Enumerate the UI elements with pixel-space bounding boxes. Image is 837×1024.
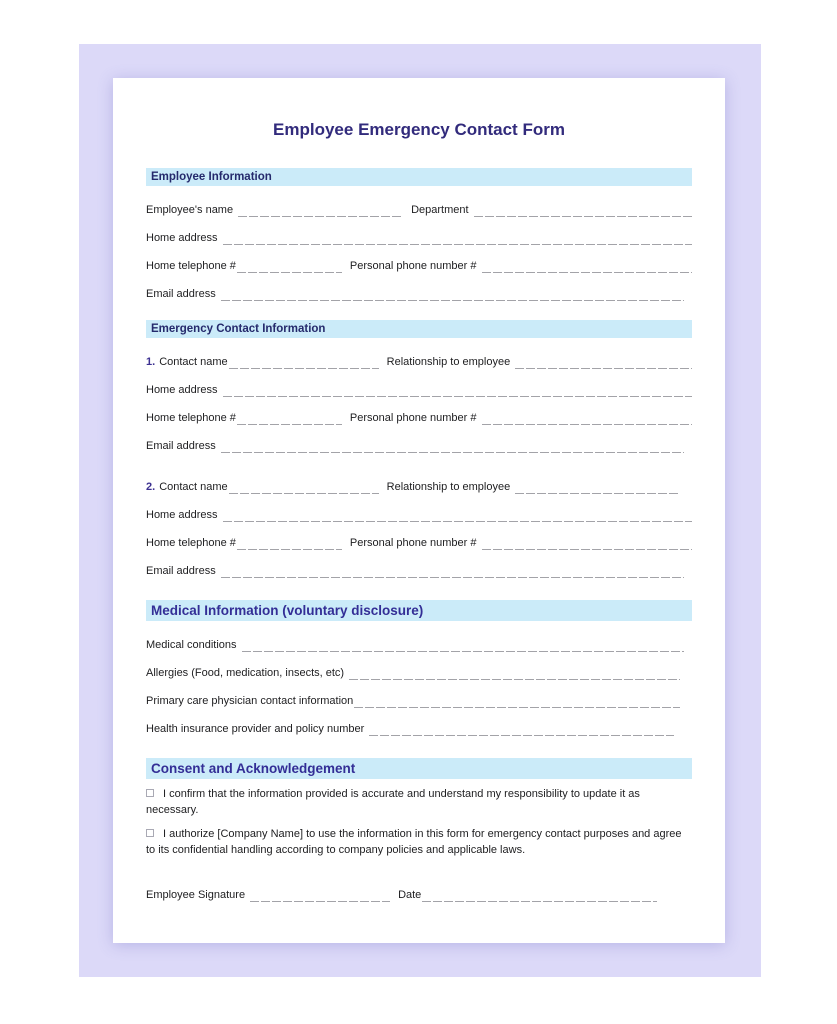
contact2-name-label: Contact name [159,481,228,493]
field-row-contact1-email [146,425,692,453]
allergies-field-line[interactable] [349,676,680,680]
consent-statement-1 [146,786,692,818]
medical-info-fields [146,624,692,736]
contact1-home-address-field-line[interactable] [223,393,692,397]
field-row-email [146,273,692,301]
contact1-relationship-field-line[interactable] [515,365,692,369]
home-telephone-label: Home telephone # [146,260,236,272]
field-row-contact1-name-relationship [146,341,692,369]
contact2-email-label: Email address [146,565,216,577]
medical-conditions-label: Medical conditions [146,639,237,651]
section-header-employee-information: Employee Information [146,168,692,186]
field-row-allergies [146,652,692,680]
contact2-home-address-field-line[interactable] [223,518,692,522]
field-row-name-department [146,189,692,217]
contact2-relationship-field-line[interactable] [515,490,680,494]
contact1-home-telephone-field-line[interactable] [237,421,342,425]
field-row-signature-date [146,874,692,902]
home-address-label: Home address [146,232,218,244]
employee-signature-field-line[interactable] [250,898,390,902]
primary-care-physician-label: Primary care physician contact information [146,695,354,707]
personal-phone-field-line[interactable] [482,269,693,273]
contact1-home-address-label: Home address [146,384,218,396]
field-row-insurance [146,708,692,736]
contact1-name-label: Contact name [159,356,228,368]
email-address-field-line[interactable] [221,297,684,301]
contact1-email-field-line[interactable] [221,449,684,453]
lavender-background-panel [79,44,761,977]
consent-statement-2-text: I authorize [Company Name] to use the information in this form for emergency contact purposes and agree to its confidential handling according to company policies and applicable laws. [146,828,682,856]
field-row-phones [146,245,692,273]
contact2-email-field-line[interactable] [221,574,684,578]
consent-statement-2 [146,826,692,858]
contact2-home-telephone-label: Home telephone # [146,537,236,549]
contact2-number: 2. [146,481,156,493]
section-header-emergency-contact-information: Emergency Contact Information [146,320,692,338]
contact1-number: 1. [146,356,156,368]
field-row-medical-conditions [146,624,692,652]
form-page [113,78,725,943]
department-label: Department [411,204,469,216]
medical-conditions-field-line[interactable] [242,648,685,652]
contact2-name-field-line[interactable] [229,490,379,494]
employee-signature-label: Employee Signature [146,889,246,901]
form-title: Employee Emergency Contact Form [273,120,565,139]
emergency-contact-2-fields [146,466,692,578]
consent-checkbox-2[interactable] [146,829,154,837]
consent-checkbox-1[interactable] [146,789,154,797]
field-row-home-address [146,217,692,245]
primary-care-physician-field-line[interactable] [354,704,680,708]
allergies-label: Allergies (Food, medication, insects, etc) [146,667,345,679]
contact2-personal-phone-field-line[interactable] [482,546,693,550]
contact2-personal-phone-label: Personal phone number # [349,537,477,549]
contact2-home-address-label: Home address [146,509,218,521]
contact1-personal-phone-field-line[interactable] [482,421,693,425]
section-header-consent-acknowledgement: Consent and Acknowledgement [146,758,692,779]
email-address-label: Email address [146,288,216,300]
consent-statement-1-text: I confirm that the information provided is accurate and understand my responsibility to update it as necessary. [146,788,640,816]
contact2-home-telephone-field-line[interactable] [237,546,342,550]
date-label: Date [398,889,422,901]
contact1-personal-phone-label: Personal phone number # [349,412,477,424]
field-row-contact2-phones [146,522,692,550]
personal-phone-label: Personal phone number # [349,260,477,272]
field-row-contact2-name-relationship [146,466,692,494]
emergency-contact-1-fields [146,341,692,453]
field-row-contact1-phones [146,397,692,425]
contact1-home-telephone-label: Home telephone # [146,412,236,424]
contact2-relationship-label: Relationship to employee [386,481,511,493]
contact1-name-field-line[interactable] [229,365,379,369]
home-address-field-line[interactable] [223,241,692,245]
field-row-physician [146,680,692,708]
health-insurance-field-line[interactable] [369,732,674,736]
department-field-line[interactable] [474,213,692,217]
employee-info-fields [146,189,692,301]
field-row-contact2-home-address [146,494,692,522]
employee-name-label: Employee's name [146,204,234,216]
home-telephone-field-line[interactable] [237,269,342,273]
date-field-line[interactable] [422,898,657,902]
contact1-relationship-label: Relationship to employee [386,356,511,368]
field-row-contact2-email [146,550,692,578]
field-row-contact1-home-address [146,369,692,397]
employee-name-field-line[interactable] [238,213,403,217]
health-insurance-label: Health insurance provider and policy number [146,723,365,735]
contact1-email-label: Email address [146,440,216,452]
section-header-medical-information: Medical Information (voluntary disclosure) [146,600,692,621]
